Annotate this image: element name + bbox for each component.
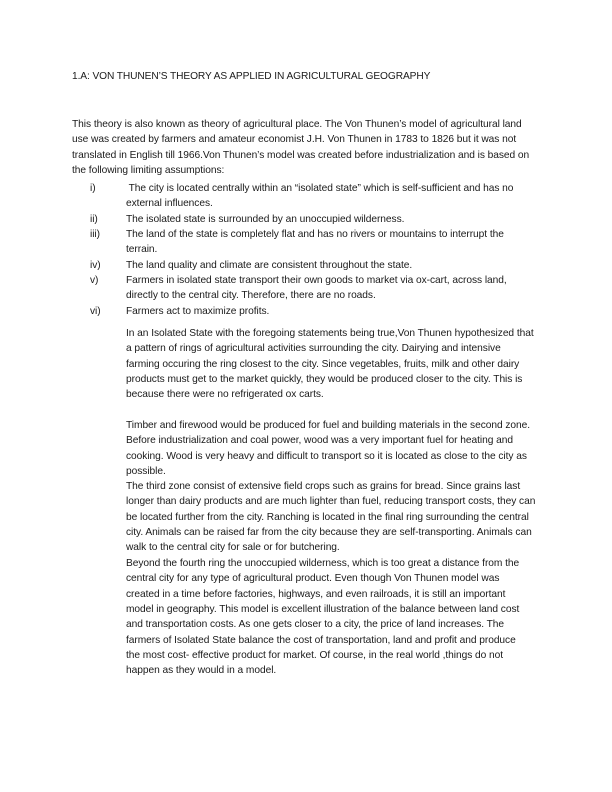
list-item bbox=[90, 227, 550, 258]
paragraph-third-zone bbox=[126, 479, 552, 556]
list-item bbox=[90, 273, 550, 304]
text-line: Beyond the fourth ring the unoccupied wilderness, which is too great a distance from the bbox=[126, 558, 520, 569]
text-line: The land quality and climate are consistent throughout the state. bbox=[126, 259, 413, 271]
text-line: products must get to the market quickly, they would be produced closer to the city. This is bbox=[126, 374, 523, 386]
text-line: The city is located centrally within an “isolated state” which is self-sufficient and has no bbox=[126, 183, 514, 194]
text-line: translated in English till 1966.Von Thunen’s model was created before industrialization and is based on bbox=[72, 149, 530, 161]
text-line: city. Animals can be raised far from the city because they are self-transporting. Animals can bbox=[126, 527, 532, 539]
list-item bbox=[90, 212, 550, 227]
text-line: directly to the central city. Therefore, there are no roads. bbox=[126, 290, 376, 302]
text-line: possible. bbox=[126, 466, 166, 478]
text-line: walk to the central city for sale or for butchering. bbox=[126, 542, 340, 554]
list-item bbox=[90, 181, 550, 212]
text-line: The isolated state is surrounded by an unoccupied wilderness. bbox=[126, 213, 405, 225]
text-line: The third zone consist of extensive field crops such as grains for bread. Since grains last bbox=[126, 481, 521, 492]
text-line: created in a time before factories, highways, and even railroads, it is still an important bbox=[126, 588, 506, 600]
text-line: external influences. bbox=[126, 198, 213, 210]
paragraph-first-ring bbox=[126, 326, 552, 403]
text-line: The land of the state is completely flat and has no rivers or mountains to interrupt the bbox=[126, 229, 504, 241]
text-line: This theory is also known as theory of agricultural place. The Von Thunen’s model of agricultural land bbox=[72, 119, 522, 130]
text-line: the most cost- effective product for market. Of course, in the real world ,things do not bbox=[126, 650, 504, 662]
list-marker: iii) bbox=[90, 229, 100, 241]
list-marker: v) bbox=[90, 275, 99, 287]
text-line: Before industrialization and coal power, wood was a very important fuel for heating and bbox=[126, 435, 513, 447]
paragraph-wilderness bbox=[126, 556, 552, 679]
list-item bbox=[90, 258, 550, 273]
text-line: Farmers act to maximize profits. bbox=[126, 305, 270, 317]
text-line: In an Isolated State with the foregoing statements being true,Von Thunen hypothesized that bbox=[126, 328, 534, 339]
text-line: model in geography. This model is excellent illustration of the balance between land cost bbox=[126, 604, 520, 616]
list-marker: iv) bbox=[90, 259, 101, 271]
list-item bbox=[90, 304, 550, 319]
section-heading: 1.A: VON THUNEN’S THEORY AS APPLIED IN AGRICULTURAL GEOGRAPHY bbox=[72, 71, 431, 82]
paragraph-second-zone bbox=[126, 418, 552, 479]
text-line: central city for any type of agricultural product. Even though Von Thunen model was bbox=[126, 573, 500, 585]
list-marker: vi) bbox=[90, 305, 101, 317]
text-line: happen as they would in a model. bbox=[126, 665, 277, 677]
text-line: farmers of Isolated State balance the cost of transportation, land and profit and produce bbox=[126, 634, 516, 646]
text-line: be located further from the city. Ranching is located in the final ring surrounding the central bbox=[126, 511, 529, 523]
text-line: the following limiting assumptions: bbox=[72, 165, 225, 177]
list-marker: ii) bbox=[90, 213, 98, 225]
assumptions-list bbox=[90, 181, 550, 319]
text-line: farming occuring the ring closest to the city. Since vegetables, fruits, milk and other dairy bbox=[126, 358, 520, 370]
text-line: use was created by farmers and amateur economist J.H. Von Thunen in 1783 to 1826 but it was not bbox=[72, 134, 517, 146]
text-line: Farmers in isolated state transport their own goods to market via ox-cart, across land, bbox=[126, 275, 507, 287]
text-line: Timber and firewood would be produced for fuel and building materials in the second zone. bbox=[126, 420, 531, 431]
list-marker: i) bbox=[90, 183, 96, 194]
text-line: terrain. bbox=[126, 244, 158, 256]
text-line: and transportation costs. As one gets closer to a city, the price of land increases. The bbox=[126, 619, 505, 631]
text-line: a pattern of rings of agricultural activities surrounding the city. Dairying and intensive bbox=[126, 343, 501, 355]
text-line: longer than dairy products and are much lighter than fuel, reducing transport costs, they can bbox=[126, 496, 536, 508]
text-line: cooking. Wood is very heavy and difficult to transport so it is located as close to the city as bbox=[126, 450, 527, 462]
intro-paragraph bbox=[72, 117, 552, 178]
text-line: because there were no refrigerated ox carts. bbox=[126, 389, 324, 401]
